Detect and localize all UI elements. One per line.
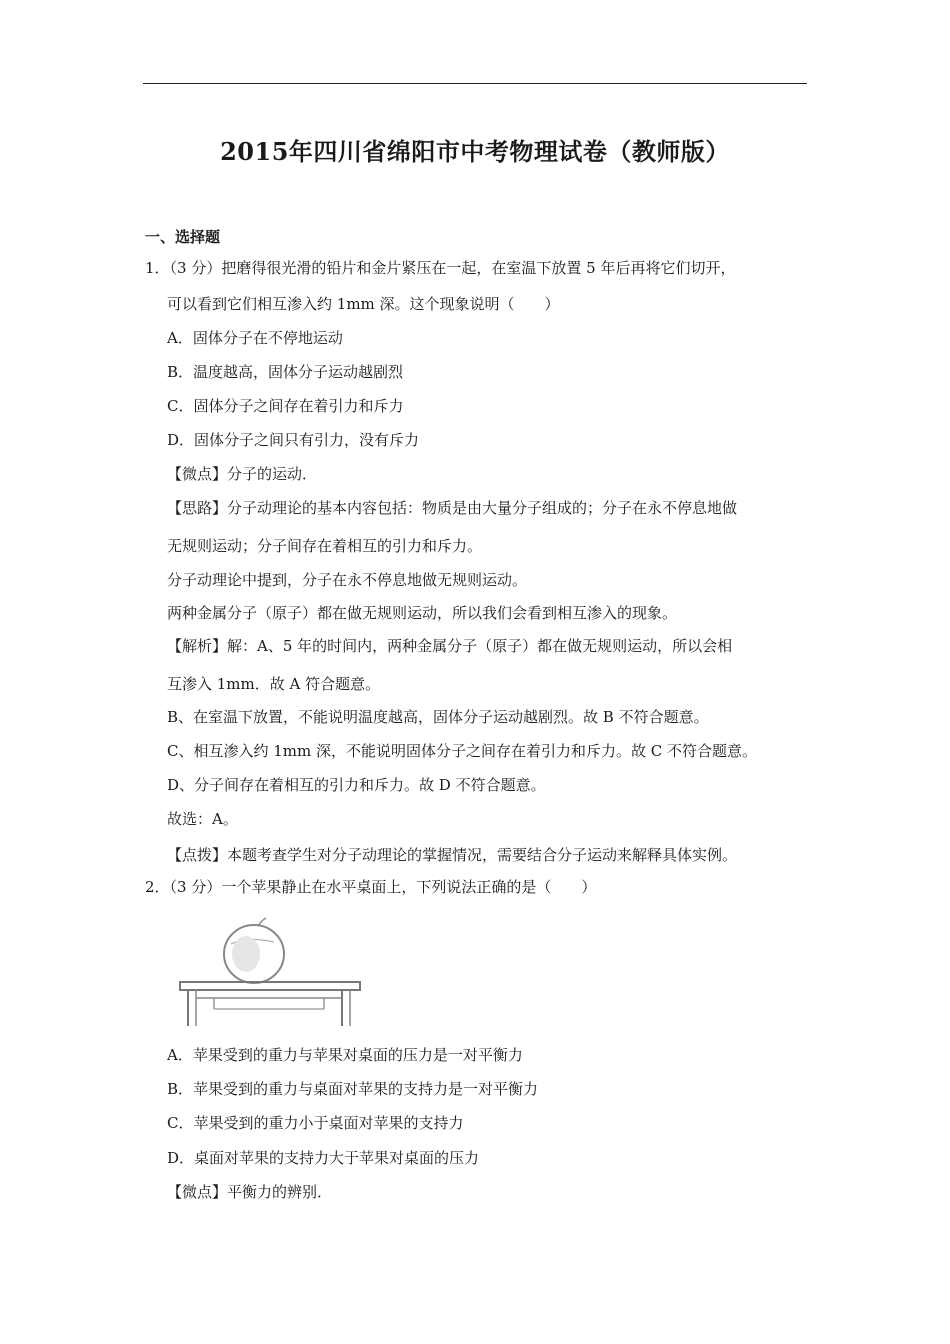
q1-analysis-line-5: D、分子间存在着相互的引力和斥力。故 D 不符合题意。 xyxy=(167,776,546,794)
q1-stem-line-1: 1．（3 分）把磨得很光滑的铅片和金片紧压在一起，在室温下放置 5 年后再将它们切开， xyxy=(145,259,736,277)
q1-analysis-line-2: 互渗入 1mm．故 A 符合题意。 xyxy=(167,675,381,693)
q2-stem: 2．（3 分）一个苹果静止在水平桌面上，下列说法正确的是（ ） xyxy=(145,878,597,896)
q1-idea-line-3: 分子动理论中提到，分子在永不停息地做无规则运动。 xyxy=(167,571,528,589)
header-rule xyxy=(143,83,807,84)
page-title: 2015年四川省绵阳市中考物理试卷（教师版） xyxy=(220,137,730,166)
q1-idea-line-4: 两种金属分子（原子）都在做无规则运动，所以我们会看到相互渗入的现象。 xyxy=(167,604,678,622)
q1-option-c: C．固体分子之间存在着引力和斥力 xyxy=(167,397,404,415)
q1-idea-line-2: 无规则运动；分子间存在着相互的引力和斥力。 xyxy=(167,537,483,555)
q1-point: 【微点】分子的运动． xyxy=(167,465,318,483)
q1-option-b: B．温度越高，固体分子运动越剧烈 xyxy=(167,363,404,381)
q2-option-b: B．苹果受到的重力与桌面对苹果的支持力是一对平衡力 xyxy=(167,1080,539,1098)
q2-option-c: C．苹果受到的重力小于桌面对苹果的支持力 xyxy=(167,1114,464,1132)
q1-answer: 故选：A。 xyxy=(167,810,238,828)
q2-point: 【微点】平衡力的辨别． xyxy=(167,1183,333,1201)
q1-analysis-line-1: 【解析】解：A、5 年的时间内，两种金属分子（原子）都在做无规则运动，所以会相 xyxy=(167,637,733,655)
q1-comment: 【点拨】本题考查学生对分子动理论的掌握情况，需要结合分子运动来解释具体实例。 xyxy=(167,846,738,864)
section-heading: 一、选择题 xyxy=(145,228,221,246)
apple-on-table-figure xyxy=(176,914,366,1032)
q1-idea-line-1: 【思路】分子动理论的基本内容包括：物质是由大量分子组成的；分子在永不停息地做 xyxy=(167,499,738,517)
q1-option-d: D．固体分子之间只有引力，没有斥力 xyxy=(167,431,420,449)
q2-option-a: A．苹果受到的重力与苹果对桌面的压力是一对平衡力 xyxy=(167,1046,523,1064)
q1-analysis-line-4: C、相互渗入约 1mm 深，不能说明固体分子之间存在着引力和斥力。故 C 不符合题意。 xyxy=(167,742,758,760)
q1-analysis-line-3: B、在室温下放置，不能说明温度越高，固体分子运动越剧烈。故 B 不符合题意。 xyxy=(167,708,709,726)
q2-option-d: D．桌面对苹果的支持力大于苹果对桌面的压力 xyxy=(167,1149,480,1167)
q1-option-a: A．固体分子在不停地运动 xyxy=(167,329,343,347)
q1-stem-line-2: 可以看到它们相互渗入约 1mm 深。这个现象说明（ ） xyxy=(167,295,560,313)
